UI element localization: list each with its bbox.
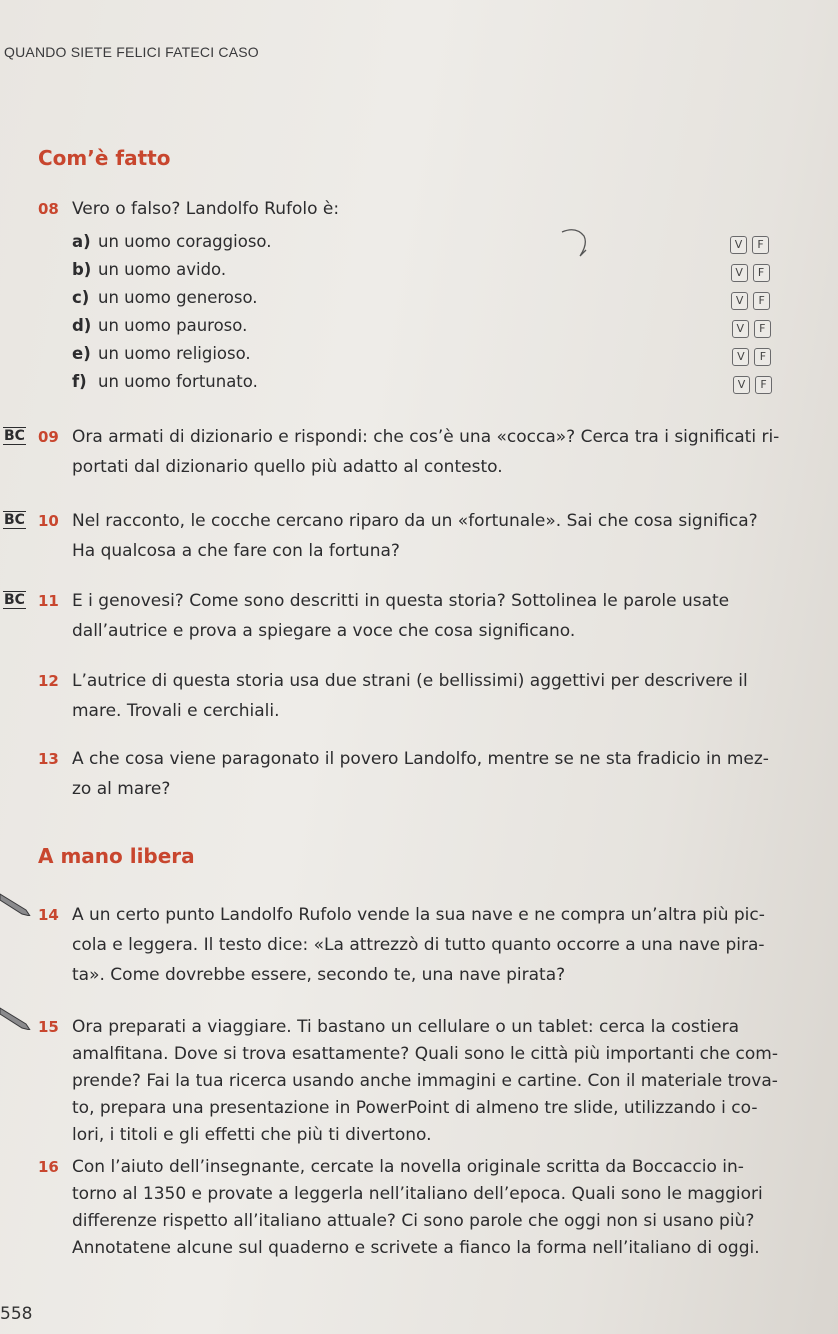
true-false-item [72, 344, 251, 370]
question-11 [38, 586, 772, 646]
bc-badge: BC [4, 512, 25, 528]
question-line: portati dal dizionario quello più adatto al contesto. [72, 457, 503, 477]
true-false-item [72, 288, 258, 314]
true-false-item [72, 316, 247, 342]
question-line: Ha qualcosa a che fare con la fortuna? [72, 541, 400, 561]
item-letter: f) [72, 372, 87, 391]
true-false-item [72, 232, 271, 258]
page-number: 558 [0, 1304, 33, 1324]
item-letter: a) [72, 232, 91, 251]
question-line: cola e leggera. Il testo dice: «La attrezzò di tutto quanto occorre a una nave pira- [72, 935, 765, 955]
question-line: torno al 1350 e provate a leggerla nell’italiano dell’epoca. Quali sono le maggiori [72, 1184, 763, 1204]
bc-badge: BC [4, 592, 25, 608]
item-letter: e) [72, 344, 91, 363]
question-09 [38, 422, 780, 482]
question-line: ta». Come dovrebbe essere, secondo te, una nave pirata? [72, 965, 566, 985]
question-line: dall’autrice e prova a spiegare a voce che cosa significano. [72, 621, 576, 641]
question-line: Con l’aiuto dell’insegnante, cercate la novella originale scritta da Boccaccio in- [72, 1157, 744, 1177]
true-checkbox[interactable]: V [730, 236, 747, 254]
false-checkbox[interactable]: F [753, 292, 770, 310]
question-number: 12 [38, 672, 59, 690]
true-false-item [72, 372, 258, 398]
question-line: mare. Trovali e cerchiali. [72, 701, 280, 721]
true-checkbox[interactable]: V [732, 348, 749, 366]
item-letter: b) [72, 260, 92, 279]
item-text: un uomo coraggioso. [98, 232, 272, 251]
question-number: 13 [38, 750, 59, 768]
section-title-a-mano-libera: A mano libera [38, 844, 195, 868]
question-line: zo al mare? [72, 779, 171, 799]
item-text: un uomo pauroso. [98, 316, 248, 335]
question-number: 15 [38, 1018, 59, 1036]
question-line: E i genovesi? Come sono descritti in questa storia? Sottolinea le parole usate [72, 591, 730, 611]
question-number: 09 [38, 428, 59, 446]
pencil-icon [0, 1006, 34, 1030]
false-checkbox[interactable]: F [755, 376, 772, 394]
false-checkbox[interactable]: F [752, 236, 769, 254]
false-checkbox[interactable]: F [754, 348, 771, 366]
question-08 [38, 196, 772, 223]
question-line: Ora armati di dizionario e rispondi: che cos’è una «cocca»? Cerca tra i significati ri- [72, 427, 780, 447]
question-15 [38, 1014, 778, 1149]
item-text: un uomo religioso. [98, 344, 251, 363]
question-number: 11 [38, 592, 59, 610]
false-checkbox[interactable]: F [753, 264, 770, 282]
question-line: to, prepara una presentazione in PowerPoint di almeno tre slide, utilizzando i co- [72, 1098, 758, 1118]
true-checkbox[interactable]: V [731, 292, 748, 310]
question-number: 14 [38, 906, 59, 924]
pencil-icon [0, 892, 34, 916]
question-12 [38, 666, 772, 726]
question-number: 16 [38, 1158, 59, 1176]
running-head: QUANDO SIETE FELICI FATECI CASO [4, 44, 259, 60]
true-checkbox[interactable]: V [731, 264, 748, 282]
question-line: amalfitana. Dove si trova esattamente? Quali sono le città più importanti che com- [72, 1044, 778, 1064]
item-text: un uomo generoso. [98, 288, 258, 307]
item-text: un uomo fortunato. [98, 372, 258, 391]
question-line: differenze rispetto all’italiano attuale? Ci sono parole che oggi non si usano più? [72, 1211, 755, 1231]
question-line: lori, i titoli e gli effetti che più ti divertono. [72, 1125, 432, 1145]
question-text: Vero o falso? Landolfo Rufolo è: [72, 199, 340, 219]
question-14 [38, 900, 772, 990]
question-line: Nel racconto, le cocche cercano riparo da un «fortunale». Sai che cosa significa? [72, 511, 758, 531]
pencil-scribble [558, 226, 598, 270]
question-number: 08 [38, 200, 59, 218]
item-letter: c) [72, 288, 90, 307]
true-checkbox[interactable]: V [732, 320, 749, 338]
question-line: A un certo punto Landolfo Rufolo vende la sua nave e ne compra un’altra più pic- [72, 905, 765, 925]
item-text: un uomo avido. [98, 260, 227, 279]
section-title-com-e-fatto: Com’è fatto [38, 146, 171, 170]
question-number: 10 [38, 512, 59, 530]
question-line: A che cosa viene paragonato il povero Landolfo, mentre se ne sta fradicio in mez- [72, 749, 769, 769]
question-10 [38, 506, 772, 566]
true-false-item [72, 260, 226, 286]
question-line: Ora preparati a viaggiare. Ti bastano un cellulare o un tablet: cerca la costiera [72, 1017, 740, 1037]
question-line: Annotatene alcune sul quaderno e scrivete a fianco la forma nell’italiano di oggi. [72, 1238, 760, 1258]
item-letter: d) [72, 316, 92, 335]
question-16 [38, 1154, 772, 1262]
question-line: prende? Fai la tua ricerca usando anche immagini e cartine. Con il materiale trova- [72, 1071, 778, 1091]
false-checkbox[interactable]: F [754, 320, 771, 338]
question-line: L’autrice di questa storia usa due strani (e bellissimi) aggettivi per descrivere il [72, 671, 748, 691]
question-13 [38, 744, 772, 804]
true-checkbox[interactable]: V [733, 376, 750, 394]
bc-badge: BC [4, 428, 25, 444]
